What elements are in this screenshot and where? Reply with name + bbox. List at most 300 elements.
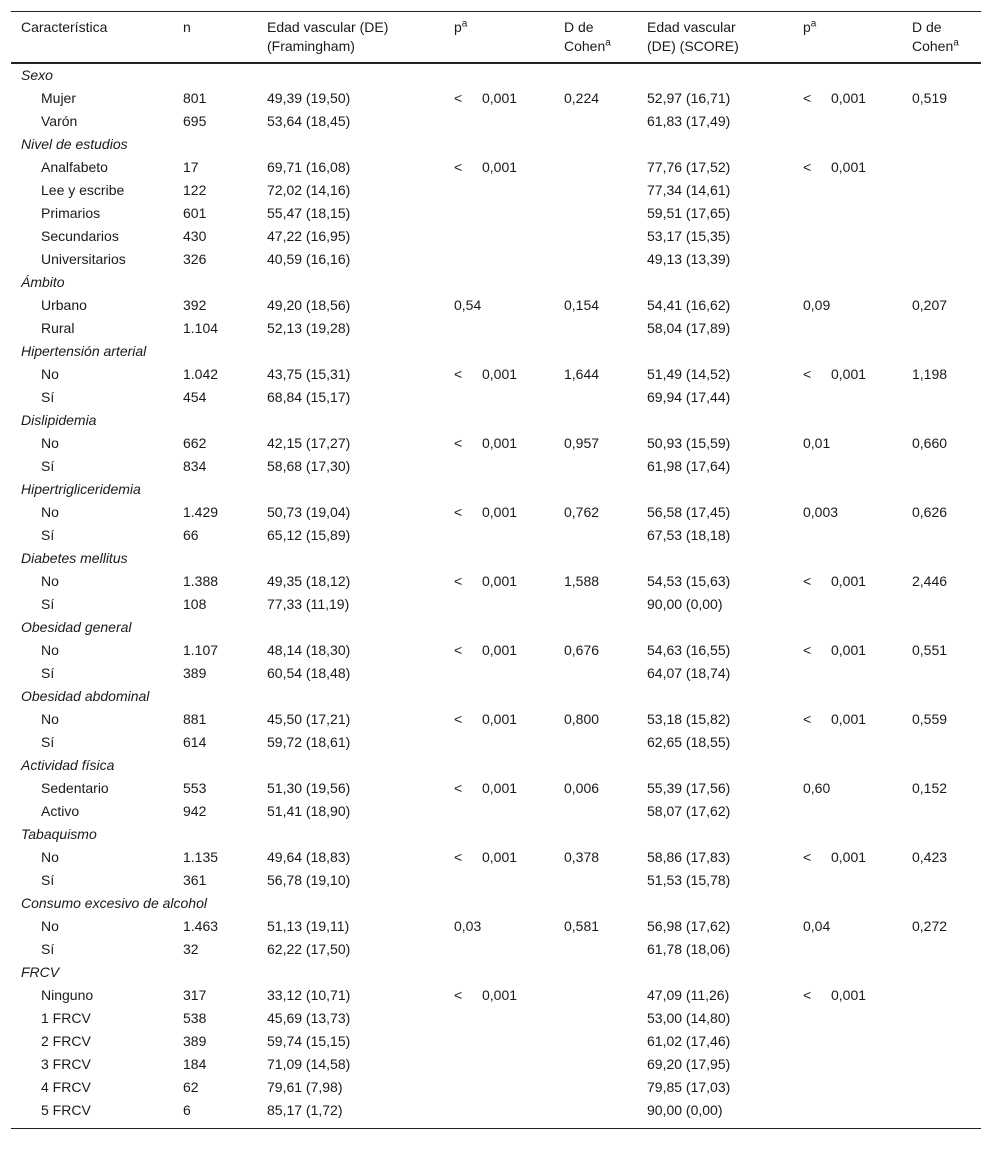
framingham-age-cell: 52,13 (19,28) — [267, 320, 351, 336]
header-cohen-d-score: D de Cohen$^a$ — [912, 19, 959, 54]
group-header-row — [11, 961, 981, 984]
header-characteristic: Característica — [21, 19, 108, 35]
p-score-cell — [803, 202, 912, 225]
table-row — [11, 938, 981, 961]
cohen-d-score-cell — [912, 1076, 981, 1099]
cohen-d-framingham-cell — [564, 662, 647, 685]
group-header-row — [11, 478, 981, 501]
group-label: Ámbito — [21, 274, 65, 290]
cohen-d-score-cell: 0,423 — [912, 849, 948, 865]
score-age-cell: 61,02 (17,46) — [647, 1033, 731, 1049]
cohen-d-framingham-cell — [564, 869, 647, 892]
header-p-score: $p^a$ — [803, 18, 817, 35]
header-p-framingham: $p^a$ — [454, 18, 468, 35]
group-label: FRCV — [21, 964, 60, 980]
header-vascular-age-score: Edad vascular (DE) (SCORE) — [647, 19, 739, 54]
framingham-age-cell: 48,14 (18,30) — [267, 642, 351, 658]
score-age-cell: 50,93 (15,59) — [647, 435, 731, 451]
p-value: 0,001 — [482, 849, 518, 865]
p-framingham-cell — [454, 110, 564, 133]
n-cell: 695 — [183, 113, 207, 129]
group-label: Obesidad abdominal — [21, 688, 150, 704]
score-age-cell: 51,49 (14,52) — [647, 366, 731, 382]
table-row — [11, 1053, 981, 1076]
cohen-d-score-cell — [912, 455, 981, 478]
p-framingham-cell — [454, 800, 564, 823]
p-score-cell — [803, 524, 912, 547]
cohen-d-framingham-cell — [564, 938, 647, 961]
p-score-cell — [803, 984, 912, 1007]
cohen-d-score-cell: 0,272 — [912, 918, 948, 934]
less-than-sign: < — [803, 987, 812, 1003]
p-framingham-cell — [454, 317, 564, 340]
framingham-age-cell: 58,68 (17,30) — [267, 458, 351, 474]
p-value: 0,001 — [831, 90, 867, 106]
n-cell: 389 — [183, 665, 207, 681]
framingham-age-cell: 49,35 (18,12) — [267, 573, 351, 589]
n-cell: 454 — [183, 389, 207, 405]
n-cell: 66 — [183, 527, 199, 543]
n-cell: 184 — [183, 1056, 207, 1072]
p-value: 0,001 — [482, 987, 518, 1003]
p-score-cell — [803, 363, 912, 386]
table-row — [11, 639, 981, 662]
p-score-cell — [803, 1099, 912, 1122]
framingham-age-cell: 50,73 (19,04) — [267, 504, 351, 520]
category-label: Sí — [41, 734, 55, 750]
framingham-age-cell: 59,74 (15,15) — [267, 1033, 351, 1049]
p-score-cell — [803, 915, 912, 938]
score-age-cell: 51,53 (15,78) — [647, 872, 731, 888]
category-label: Urbano — [41, 297, 87, 313]
n-cell: 1.107 — [183, 642, 219, 658]
p-score-cell — [803, 294, 912, 317]
p-framingham-cell — [454, 639, 564, 662]
cohen-d-score-cell — [912, 110, 981, 133]
group-label: Obesidad general — [21, 619, 132, 635]
p-value: 0,001 — [482, 435, 518, 451]
category-label: Sedentario — [41, 780, 109, 796]
cohen-d-score-cell — [912, 156, 981, 179]
cohen-d-score-cell — [912, 1007, 981, 1030]
p-value: 0,001 — [482, 780, 518, 796]
cohen-d-framingham-cell: 0,378 — [564, 849, 600, 865]
cohen-d-score-cell: 0,152 — [912, 780, 948, 796]
p-framingham-cell — [454, 202, 564, 225]
p-value: 0,01 — [803, 435, 831, 451]
table-row — [11, 1076, 981, 1099]
category-label: No — [41, 711, 59, 727]
cohen-d-score-cell — [912, 800, 981, 823]
group-header-row — [11, 754, 981, 777]
n-cell: 601 — [183, 205, 207, 221]
table-row — [11, 662, 981, 685]
p-framingham-cell — [454, 524, 564, 547]
p-value: 0,001 — [831, 642, 867, 658]
cohen-d-score-cell — [912, 248, 981, 271]
group-label: Consumo excesivo de alcohol — [21, 895, 207, 911]
p-framingham-cell — [454, 662, 564, 685]
score-age-cell: 90,00 (0,00) — [647, 596, 723, 612]
p-value: 0,09 — [803, 297, 831, 313]
cohen-d-score-cell: 0,660 — [912, 435, 948, 451]
n-cell: 1.135 — [183, 849, 219, 865]
category-label: Universitarios — [41, 251, 126, 267]
p-score-cell — [803, 1053, 912, 1076]
p-value: 0,001 — [482, 90, 518, 106]
score-age-cell: 58,04 (17,89) — [647, 320, 731, 336]
score-age-cell: 61,98 (17,64) — [647, 458, 731, 474]
group-header-row — [11, 685, 981, 708]
category-label: Sí — [41, 941, 55, 957]
cohen-d-framingham-cell — [564, 800, 647, 823]
framingham-age-cell: 60,54 (18,48) — [267, 665, 351, 681]
bottom-rule — [11, 1128, 981, 1129]
category-label: No — [41, 435, 59, 451]
framingham-age-cell: 71,09 (14,58) — [267, 1056, 351, 1072]
cohen-d-framingham-cell: 0,676 — [564, 642, 600, 658]
score-age-cell: 62,65 (18,55) — [647, 734, 731, 750]
cohen-d-framingham-cell — [564, 593, 647, 616]
cohen-d-score-cell — [912, 662, 981, 685]
less-than-sign: < — [454, 849, 463, 865]
less-than-sign: < — [454, 987, 463, 1003]
category-label: Secundarios — [41, 228, 119, 244]
score-age-cell: 67,53 (18,18) — [647, 527, 731, 543]
framingham-age-cell: 68,84 (15,17) — [267, 389, 351, 405]
less-than-sign: < — [803, 366, 812, 382]
p-value: 0,001 — [831, 159, 867, 175]
p-value: 0,001 — [831, 573, 867, 589]
framingham-age-cell: 85,17 (1,72) — [267, 1102, 343, 1118]
n-cell: 538 — [183, 1010, 207, 1026]
score-age-cell: 54,63 (16,55) — [647, 642, 731, 658]
n-cell: 881 — [183, 711, 207, 727]
score-age-cell: 58,07 (17,62) — [647, 803, 731, 819]
table-row — [11, 846, 981, 869]
p-framingham-cell — [454, 294, 564, 317]
p-framingham-cell — [454, 1076, 564, 1099]
n-cell: 1.429 — [183, 504, 219, 520]
score-age-cell: 56,58 (17,45) — [647, 504, 731, 520]
p-value: 0,001 — [482, 159, 518, 175]
group-label: Actividad física — [21, 757, 115, 773]
framingham-age-cell: 79,61 (7,98) — [267, 1079, 343, 1095]
less-than-sign: < — [803, 711, 812, 727]
p-score-cell — [803, 156, 912, 179]
category-label: 4 FRCV — [41, 1079, 91, 1095]
table-row — [11, 317, 981, 340]
framingham-age-cell: 45,50 (17,21) — [267, 711, 351, 727]
cohen-d-framingham-cell — [564, 225, 647, 248]
n-cell: 553 — [183, 780, 207, 796]
category-label: Sí — [41, 872, 55, 888]
p-score-cell — [803, 777, 912, 800]
score-age-cell: 53,17 (15,35) — [647, 228, 731, 244]
less-than-sign: < — [454, 642, 463, 658]
p-framingham-cell — [454, 432, 564, 455]
framingham-age-cell: 51,30 (19,56) — [267, 780, 351, 796]
category-label: Sí — [41, 389, 55, 405]
framingham-age-cell: 69,71 (16,08) — [267, 159, 351, 175]
p-value: 0,001 — [482, 504, 518, 520]
table-row — [11, 777, 981, 800]
framingham-age-cell: 59,72 (18,61) — [267, 734, 351, 750]
p-score-cell — [803, 846, 912, 869]
p-score-cell — [803, 455, 912, 478]
cohen-d-score-cell — [912, 938, 981, 961]
table-row — [11, 593, 981, 616]
cohen-d-framingham-cell — [564, 248, 647, 271]
group-label: Hipertrigliceridemia — [21, 481, 141, 497]
cohen-d-framingham-cell — [564, 524, 647, 547]
p-score-cell — [803, 800, 912, 823]
table-row — [11, 156, 981, 179]
score-age-cell: 79,85 (17,03) — [647, 1079, 731, 1095]
n-cell: 662 — [183, 435, 207, 451]
cohen-d-framingham-cell: 0,224 — [564, 90, 600, 106]
p-score-cell — [803, 869, 912, 892]
group-label: Diabetes mellitus — [21, 550, 128, 566]
table-row — [11, 87, 981, 110]
p-framingham-cell — [454, 1007, 564, 1030]
cohen-d-score-cell — [912, 524, 981, 547]
cohen-d-score-cell: 0,626 — [912, 504, 948, 520]
score-age-cell: 61,78 (18,06) — [647, 941, 731, 957]
p-value: 0,001 — [831, 366, 867, 382]
score-age-cell: 90,00 (0,00) — [647, 1102, 723, 1118]
p-framingham-cell — [454, 708, 564, 731]
p-value: 0,04 — [803, 918, 831, 934]
table-row — [11, 800, 981, 823]
table-row — [11, 869, 981, 892]
table-row — [11, 110, 981, 133]
cohen-d-framingham-cell — [564, 1076, 647, 1099]
less-than-sign: < — [454, 366, 463, 382]
cohen-d-score-cell — [912, 1030, 981, 1053]
p-value: 0,001 — [831, 711, 867, 727]
framingham-age-cell: 49,64 (18,83) — [267, 849, 351, 865]
score-age-cell: 55,39 (17,56) — [647, 780, 731, 796]
category-label: Sí — [41, 527, 55, 543]
n-cell: 389 — [183, 1033, 207, 1049]
n-cell: 1.463 — [183, 918, 219, 934]
table-row — [11, 570, 981, 593]
header-cohen-d-framingham: D de Cohen$^a$ — [564, 19, 611, 54]
p-score-cell — [803, 87, 912, 110]
less-than-sign: < — [454, 573, 463, 589]
cohen-d-score-cell: 0,207 — [912, 297, 948, 313]
p-framingham-cell — [454, 248, 564, 271]
category-label: Primarios — [41, 205, 101, 221]
group-header-row — [11, 823, 981, 846]
cohen-d-score-cell — [912, 1099, 981, 1122]
less-than-sign: < — [454, 159, 463, 175]
p-score-cell — [803, 501, 912, 524]
score-age-cell: 61,83 (17,49) — [647, 113, 731, 129]
cohen-d-framingham-cell: 1,588 — [564, 573, 600, 589]
category-label: Ninguno — [41, 987, 94, 1003]
p-score-cell — [803, 593, 912, 616]
p-score-cell — [803, 179, 912, 202]
less-than-sign: < — [454, 504, 463, 520]
framingham-age-cell: 47,22 (16,95) — [267, 228, 351, 244]
table-row — [11, 248, 981, 271]
group-header-row — [11, 271, 981, 294]
p-score-cell — [803, 639, 912, 662]
p-value: 0,001 — [482, 366, 518, 382]
p-framingham-cell — [454, 455, 564, 478]
framingham-age-cell: 40,59 (16,16) — [267, 251, 351, 267]
p-score-cell — [803, 731, 912, 754]
p-framingham-cell — [454, 938, 564, 961]
cohen-d-score-cell — [912, 386, 981, 409]
score-age-cell: 54,41 (16,62) — [647, 297, 731, 313]
data-table — [11, 11, 981, 1129]
cohen-d-framingham-cell — [564, 1007, 647, 1030]
cohen-d-score-cell — [912, 202, 981, 225]
table-row — [11, 524, 981, 547]
table-row — [11, 386, 981, 409]
score-age-cell: 53,00 (14,80) — [647, 1010, 731, 1026]
framingham-age-cell: 33,12 (10,71) — [267, 987, 351, 1003]
cohen-d-framingham-cell: 0,800 — [564, 711, 600, 727]
framingham-age-cell: 42,15 (17,27) — [267, 435, 351, 451]
cohen-d-score-cell — [912, 317, 981, 340]
framingham-age-cell: 56,78 (19,10) — [267, 872, 351, 888]
score-age-cell: 69,94 (17,44) — [647, 389, 731, 405]
group-header-row — [11, 133, 981, 156]
framingham-age-cell: 45,69 (13,73) — [267, 1010, 351, 1026]
table-row — [11, 455, 981, 478]
p-score-cell — [803, 1030, 912, 1053]
cohen-d-score-cell: 1,198 — [912, 366, 948, 382]
p-framingham-cell — [454, 1030, 564, 1053]
n-cell: 326 — [183, 251, 207, 267]
cohen-d-framingham-cell: 0,006 — [564, 780, 600, 796]
table-header — [11, 12, 981, 62]
group-label: Hipertensión arterial — [21, 343, 147, 359]
cohen-d-framingham-cell: 0,762 — [564, 504, 600, 520]
group-label: Dislipidemia — [21, 412, 97, 428]
cohen-d-score-cell: 0,551 — [912, 642, 948, 658]
header-n: n — [183, 19, 191, 35]
p-framingham-cell — [454, 225, 564, 248]
category-label: Sí — [41, 596, 55, 612]
p-score-cell — [803, 1076, 912, 1099]
group-label: Nivel de estudios — [21, 136, 128, 152]
p-framingham-cell — [454, 915, 564, 938]
framingham-age-cell: 65,12 (15,89) — [267, 527, 351, 543]
cohen-d-score-cell — [912, 225, 981, 248]
category-label: Varón — [41, 113, 78, 129]
p-framingham-cell — [454, 179, 564, 202]
p-score-cell — [803, 248, 912, 271]
p-score-cell — [803, 317, 912, 340]
table-row — [11, 225, 981, 248]
cohen-d-score-cell — [912, 869, 981, 892]
n-cell: 1.042 — [183, 366, 219, 382]
table-row — [11, 708, 981, 731]
p-score-cell — [803, 386, 912, 409]
table-row — [11, 915, 981, 938]
less-than-sign: < — [454, 711, 463, 727]
less-than-sign: < — [803, 159, 812, 175]
n-cell: 1.388 — [183, 573, 219, 589]
cohen-d-score-cell: 2,446 — [912, 573, 948, 589]
score-age-cell: 54,53 (15,63) — [647, 573, 731, 589]
framingham-age-cell: 43,75 (15,31) — [267, 366, 351, 382]
cohen-d-framingham-cell — [564, 984, 647, 1007]
less-than-sign: < — [803, 90, 812, 106]
category-label: 5 FRCV — [41, 1102, 91, 1118]
cohen-d-framingham-cell: 0,581 — [564, 918, 600, 934]
category-label: No — [41, 504, 59, 520]
score-age-cell: 53,18 (15,82) — [647, 711, 731, 727]
cohen-d-framingham-cell — [564, 317, 647, 340]
p-score-cell — [803, 938, 912, 961]
framingham-age-cell: 49,39 (19,50) — [267, 90, 351, 106]
framingham-age-cell: 77,33 (11,19) — [267, 596, 350, 612]
score-age-cell: 52,97 (16,71) — [647, 90, 731, 106]
p-framingham-cell — [454, 156, 564, 179]
category-label: Rural — [41, 320, 75, 336]
less-than-sign: < — [454, 780, 463, 796]
group-header-row — [11, 409, 981, 432]
framingham-age-cell: 62,22 (17,50) — [267, 941, 351, 957]
category-label: Sí — [41, 458, 55, 474]
n-cell: 834 — [183, 458, 207, 474]
group-header-row — [11, 64, 981, 87]
n-cell: 108 — [183, 596, 207, 612]
score-age-cell: 77,34 (14,61) — [647, 182, 731, 198]
cohen-d-framingham-cell — [564, 1099, 647, 1122]
category-label: No — [41, 918, 59, 934]
p-framingham-cell — [454, 846, 564, 869]
cohen-d-framingham-cell — [564, 202, 647, 225]
less-than-sign: < — [454, 90, 463, 106]
cohen-d-framingham-cell — [564, 1030, 647, 1053]
framingham-age-cell: 53,64 (18,45) — [267, 113, 351, 129]
p-framingham-cell — [454, 363, 564, 386]
p-score-cell — [803, 1007, 912, 1030]
p-framingham-cell — [454, 1099, 564, 1122]
n-cell: 17 — [183, 159, 199, 175]
category-label: No — [41, 573, 59, 589]
framingham-age-cell: 49,20 (18,56) — [267, 297, 351, 313]
framingham-age-cell: 55,47 (18,15) — [267, 205, 351, 221]
cohen-d-framingham-cell — [564, 156, 647, 179]
table-row — [11, 501, 981, 524]
table-row — [11, 432, 981, 455]
category-label: 2 FRCV — [41, 1033, 91, 1049]
group-label: Sexo — [21, 67, 53, 83]
score-age-cell: 69,20 (17,95) — [647, 1056, 731, 1072]
p-framingham-cell — [454, 87, 564, 110]
n-cell: 430 — [183, 228, 207, 244]
p-value: 0,001 — [482, 711, 518, 727]
cohen-d-score-cell — [912, 179, 981, 202]
cohen-d-score-cell — [912, 1053, 981, 1076]
category-label: No — [41, 642, 59, 658]
n-cell: 942 — [183, 803, 207, 819]
n-cell: 32 — [183, 941, 199, 957]
p-score-cell — [803, 110, 912, 133]
cohen-d-framingham-cell — [564, 1053, 647, 1076]
table-row — [11, 294, 981, 317]
n-cell: 392 — [183, 297, 207, 313]
group-header-row — [11, 892, 981, 915]
